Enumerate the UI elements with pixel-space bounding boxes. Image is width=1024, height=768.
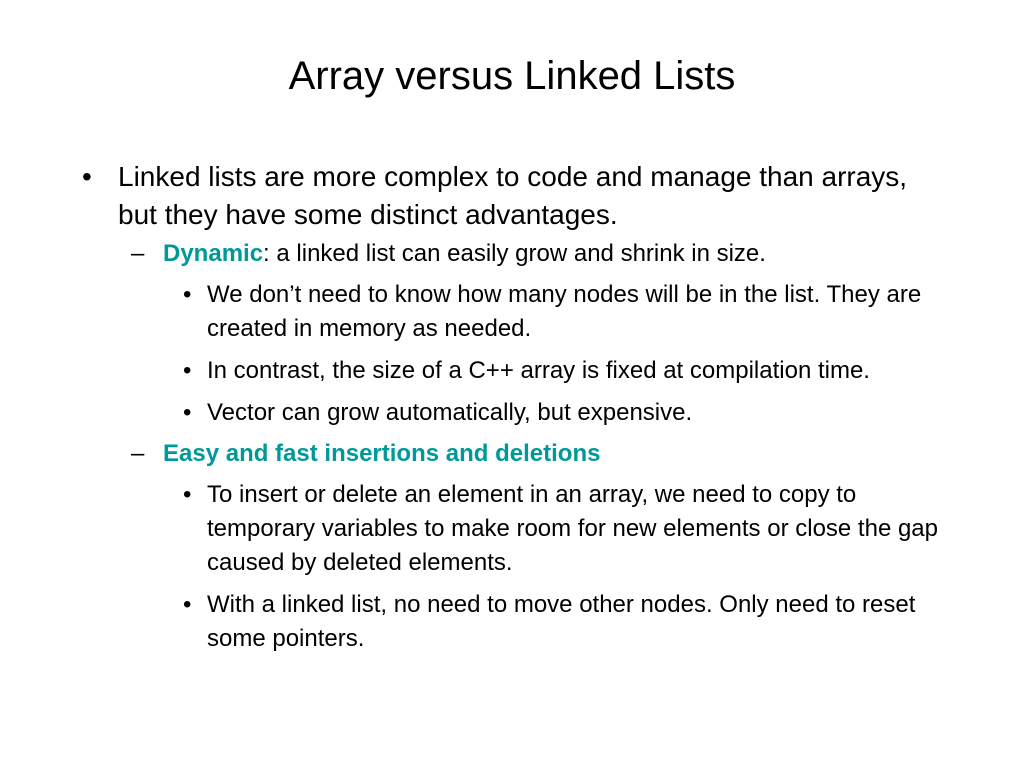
detail-text: In contrast, the size of a C++ array is fixed at compilation time. [207,357,870,384]
detail-text: We don’t need to know how many nodes will be in the list. They are created in memory as needed. [207,281,922,342]
highlight-term: Dynamic [163,240,264,267]
bullet-marker: • [183,591,192,618]
slide-content [0,158,1024,664]
sub-bullet-dynamic [131,238,963,270]
detail-item [183,478,947,580]
detail-item [183,588,947,656]
bullet-marker: • [183,481,192,508]
bullet-text: Linked lists are more complex to code and manage than arrays, but they have some distinct advantages. [118,161,908,230]
detail-text: With a linked list, no need to move other nodes. Only need to reset some pointers. [207,591,916,652]
sub-bullet-text: : a linked list can easily grow and shrink in size. [263,240,766,267]
detail-item [183,396,947,430]
detail-text: Vector can grow automatically, but expensive. [207,399,693,426]
bullet-marker: • [183,357,192,384]
detail-item [183,354,947,388]
bullet-marker: • [183,281,192,308]
bullet-marker: • [82,161,92,192]
bullet-marker: • [183,399,192,426]
detail-item [183,278,947,346]
sub-bullet-insertions [131,438,963,470]
dash-marker: – [131,240,145,267]
dash-marker: – [131,440,145,467]
bullet-item [82,158,938,234]
detail-text: To insert or delete an element in an array, we need to copy to temporary variables to make room for new elements or close the gap caused by deleted elements. [207,481,939,576]
slide-title: Array versus Linked Lists [288,54,736,98]
highlight-term: Easy and fast insertions and deletions [163,440,601,467]
